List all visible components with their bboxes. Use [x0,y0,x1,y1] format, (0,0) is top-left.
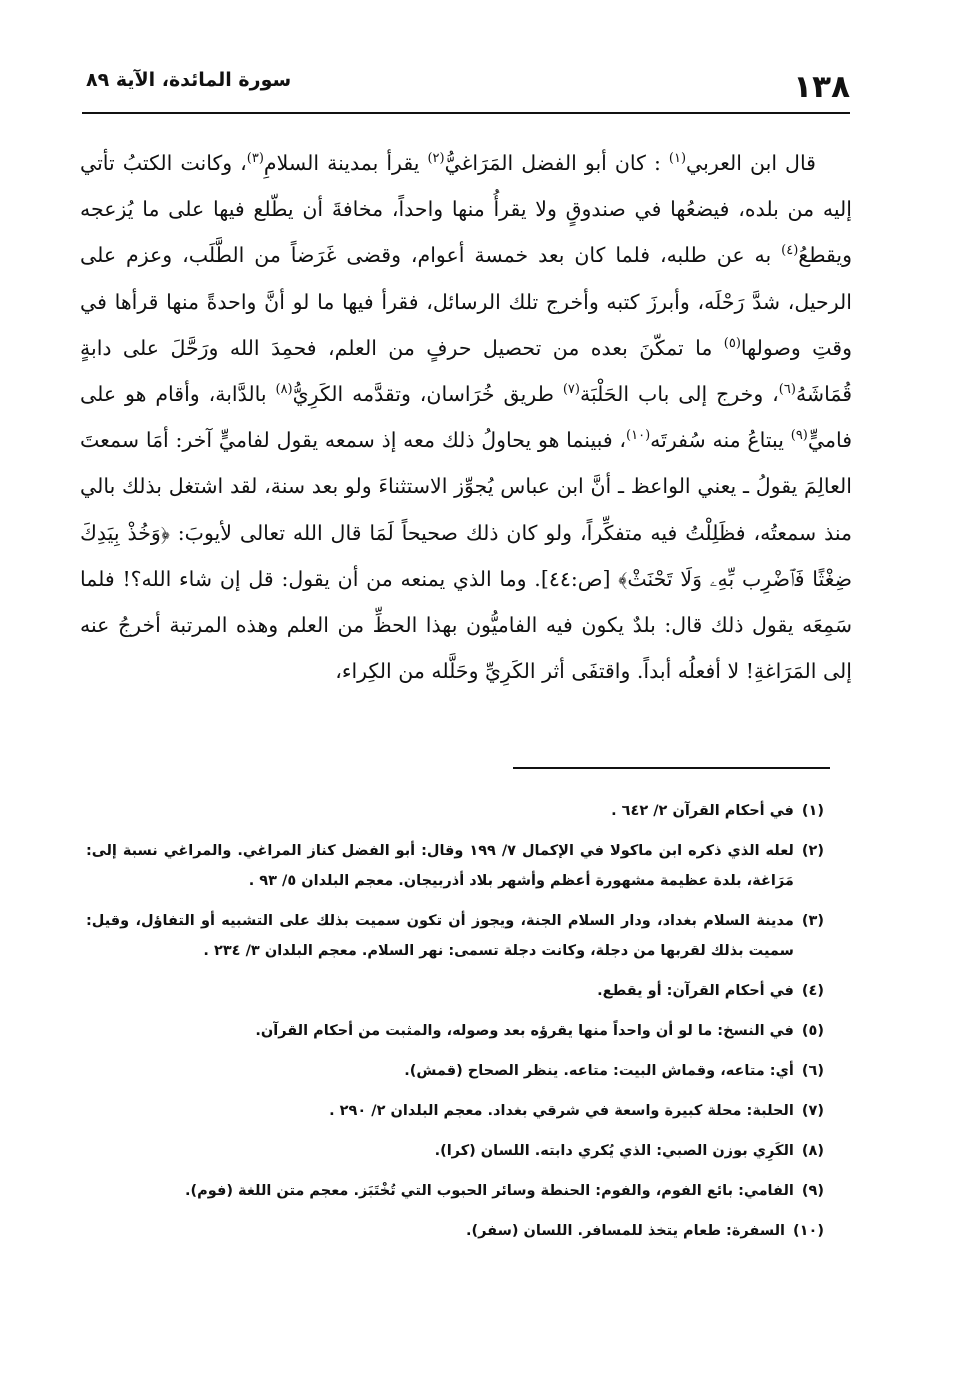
footnote-item [86,1136,824,1166]
footnote-text: في أحكام القرآن: أو يقطع. [597,983,794,999]
footnote-reference: (٢) [427,151,445,167]
footnote-item [86,1216,824,1246]
footnote-number: (٩) [801,1183,824,1199]
footnote-number: (٣) [801,913,824,929]
page-header [82,62,850,108]
footnote-text: في النسخ: ما لو أن واحداً منها يقرؤه بعد وصوله، والمثبت من أحكام القرآن. [255,1023,794,1039]
footnote-item [86,836,824,896]
footnote-text: الفامي: بائع الفوم، والفوم: الحنطة وسائر الحبوب التي تُخْتَبَز. معجم متن اللغة (فوم). [185,1183,794,1199]
footnotes [86,796,824,1256]
footnote-reference: (٧) [562,382,580,398]
footnote-item [86,1176,824,1206]
body-text-run: : كان أبو الفضل المَرَاغيُّ [444,151,669,175]
body-text-run: ، فبينما هو يحاولُ ذلك معه إذ سمعه يقول لفاميٍّ آخر: أمَا سمعتَ العالِمَ يقولُ ـ يعني الواعظ ـ أنَّ ابن عباس يُجوِّز الاستثناءَ ولو بعد سنة، لقد اشتغل بذلك بالي منذ سمعتُه، فظَلِلْتُ فيه متفكِّراً، ولو كان ذلك صحيحاً لَمَا قال الله تعالى لأيوبَ: ﴿وَخُذْ بِيَدِكَ ضِغْثًا فَٱضْرِب بِّهِۦ وَلَا تَحْنَثْ﴾ [ص:٤٤]. وما الذي يمنعه من أن يقول: قل إن شاء الله؟! فلما سَمِعَه يقول ذلك قال: بلدٌ يكون فيه الفاميُّون بهذا الحظِّ من العلم وهذه المرتبة أخرجُ عنه إلى المَرَاغةِ! لا أفعلُه أبداً. واقتفَى أثر الكَرِيِّ وحَلَّله من الكِراء، [80,428,852,684]
page-number: ١٣٨ [793,69,850,105]
body-text-run: بالدَّابة، وأقام هو على فاميٍّ [80,382,852,453]
footnote-reference: (١) [668,151,687,167]
footnote-item [86,976,824,1006]
footnote-reference: (٨) [275,382,293,398]
running-head: سورة المائدة، الآية ٨٩ [86,69,292,91]
footnote-item [86,906,824,966]
footnote-item [86,1096,824,1126]
main-paragraph [80,140,852,694]
footnote-number: (٥) [801,1023,824,1039]
body-text-run: به عن طلبه، فلما كان بعد خمسة أعوام، وقضى غَرَضاً من الطَّلَب، وعزم على الرحيل، شدَّ رَحْلَه، وأبرزَ كتبه وأخرج تلك الرسائل، فقرأ فيها ما لو أنَّ واحدةً منها قرأها في وقتِ وصولها [80,243,852,360]
body-text-run: طريق خُرَاسان، وتقدَّمه الكَرِيُّ [292,382,563,407]
body-text-run: ، وكانت الكتبُ تأتي إليه من بلده، فيضعُها في صندوقٍ ولا يقرأُ منها واحداً، مخافةَ أن يطّلع فيها على ما يُزعجه ويقطعُ [80,151,852,268]
footnote-text: لعله الذي ذكره ابن ماكولا في الإكمال ٧/ ١٩٩ وقال: أبو الفضل كناز المراغي. والمراغي نسبة إلى: مَرَاغة، بلدة عظيمة مشهورة أعظم وأشهر بلاد أذربيجان. معجم البلدان ٥/ ٩٣ . [86,843,794,889]
footnote-item [86,796,824,826]
footnote-number: (١٠) [793,1223,824,1239]
footnote-reference: (٦) [778,382,796,398]
main-text [80,140,852,694]
footnote-reference: (٩) [790,428,808,444]
footnote-number: (٢) [801,843,824,859]
footnote-reference: (٤) [781,243,799,259]
body-text-run: قال ابن العربي [686,151,816,175]
footnote-text: الكَرِي بوزن الصبي: الذي يُكري دابته. اللسان (كرا). [434,1143,794,1159]
footnote-text: في أحكام القرآن ٢/ ٦٤٢ . [611,803,794,819]
footnote-reference: (٣) [246,151,264,167]
footnote-text: أي: متاعه، وقماش البيت: متاعه. ينظر الصحاح (قمش). [404,1063,794,1079]
footnote-text: السفرة: طعام يتخذ للمسافر. اللسان (سفر). [465,1223,786,1239]
body-text-run: يقرأ بمدينة السلامِ [263,151,428,175]
footnote-item [86,1016,824,1046]
footnote-separator [513,767,830,769]
footnote-number: (٤) [801,983,824,999]
header-rule [82,112,850,114]
body-text-run: ما تمكّنَ بعده من تحصيل حرفٍ من العلم، فحمِدَ الله ورَحَّلَ على دابةٍ قُمَاشَهُ [80,335,853,407]
footnote-reference: (٥) [723,335,741,351]
footnote-number: (٦) [801,1063,824,1079]
body-text-run: يبتاعُ منه سُفرتَه [650,428,791,453]
footnote-text: مدينة السلام بغداد، ودار السلام الجنة، ويجوز أن تكون سميت بذلك على التشبيه أو التفاؤل، وقيل: سميت بذلك لقربها من دجلة، وكانت دجلة تسمى: نهر السلام. معجم البلدان ٣/ ٢٣٤ . [86,913,794,959]
footnote-number: (٧) [801,1103,824,1119]
footnote-item [86,1056,824,1086]
footnote-text: الحلبة: محلة كبيرة واسعة في شرقي بغداد. معجم البلدان ٢/ ٢٩٠ . [329,1103,794,1119]
body-text-run: ، وخرج إلى باب الحَلْبَة [579,382,779,407]
footnote-number: (١) [801,803,824,819]
footnote-reference: (١٠) [626,428,651,444]
footnote-number: (٨) [801,1143,824,1159]
